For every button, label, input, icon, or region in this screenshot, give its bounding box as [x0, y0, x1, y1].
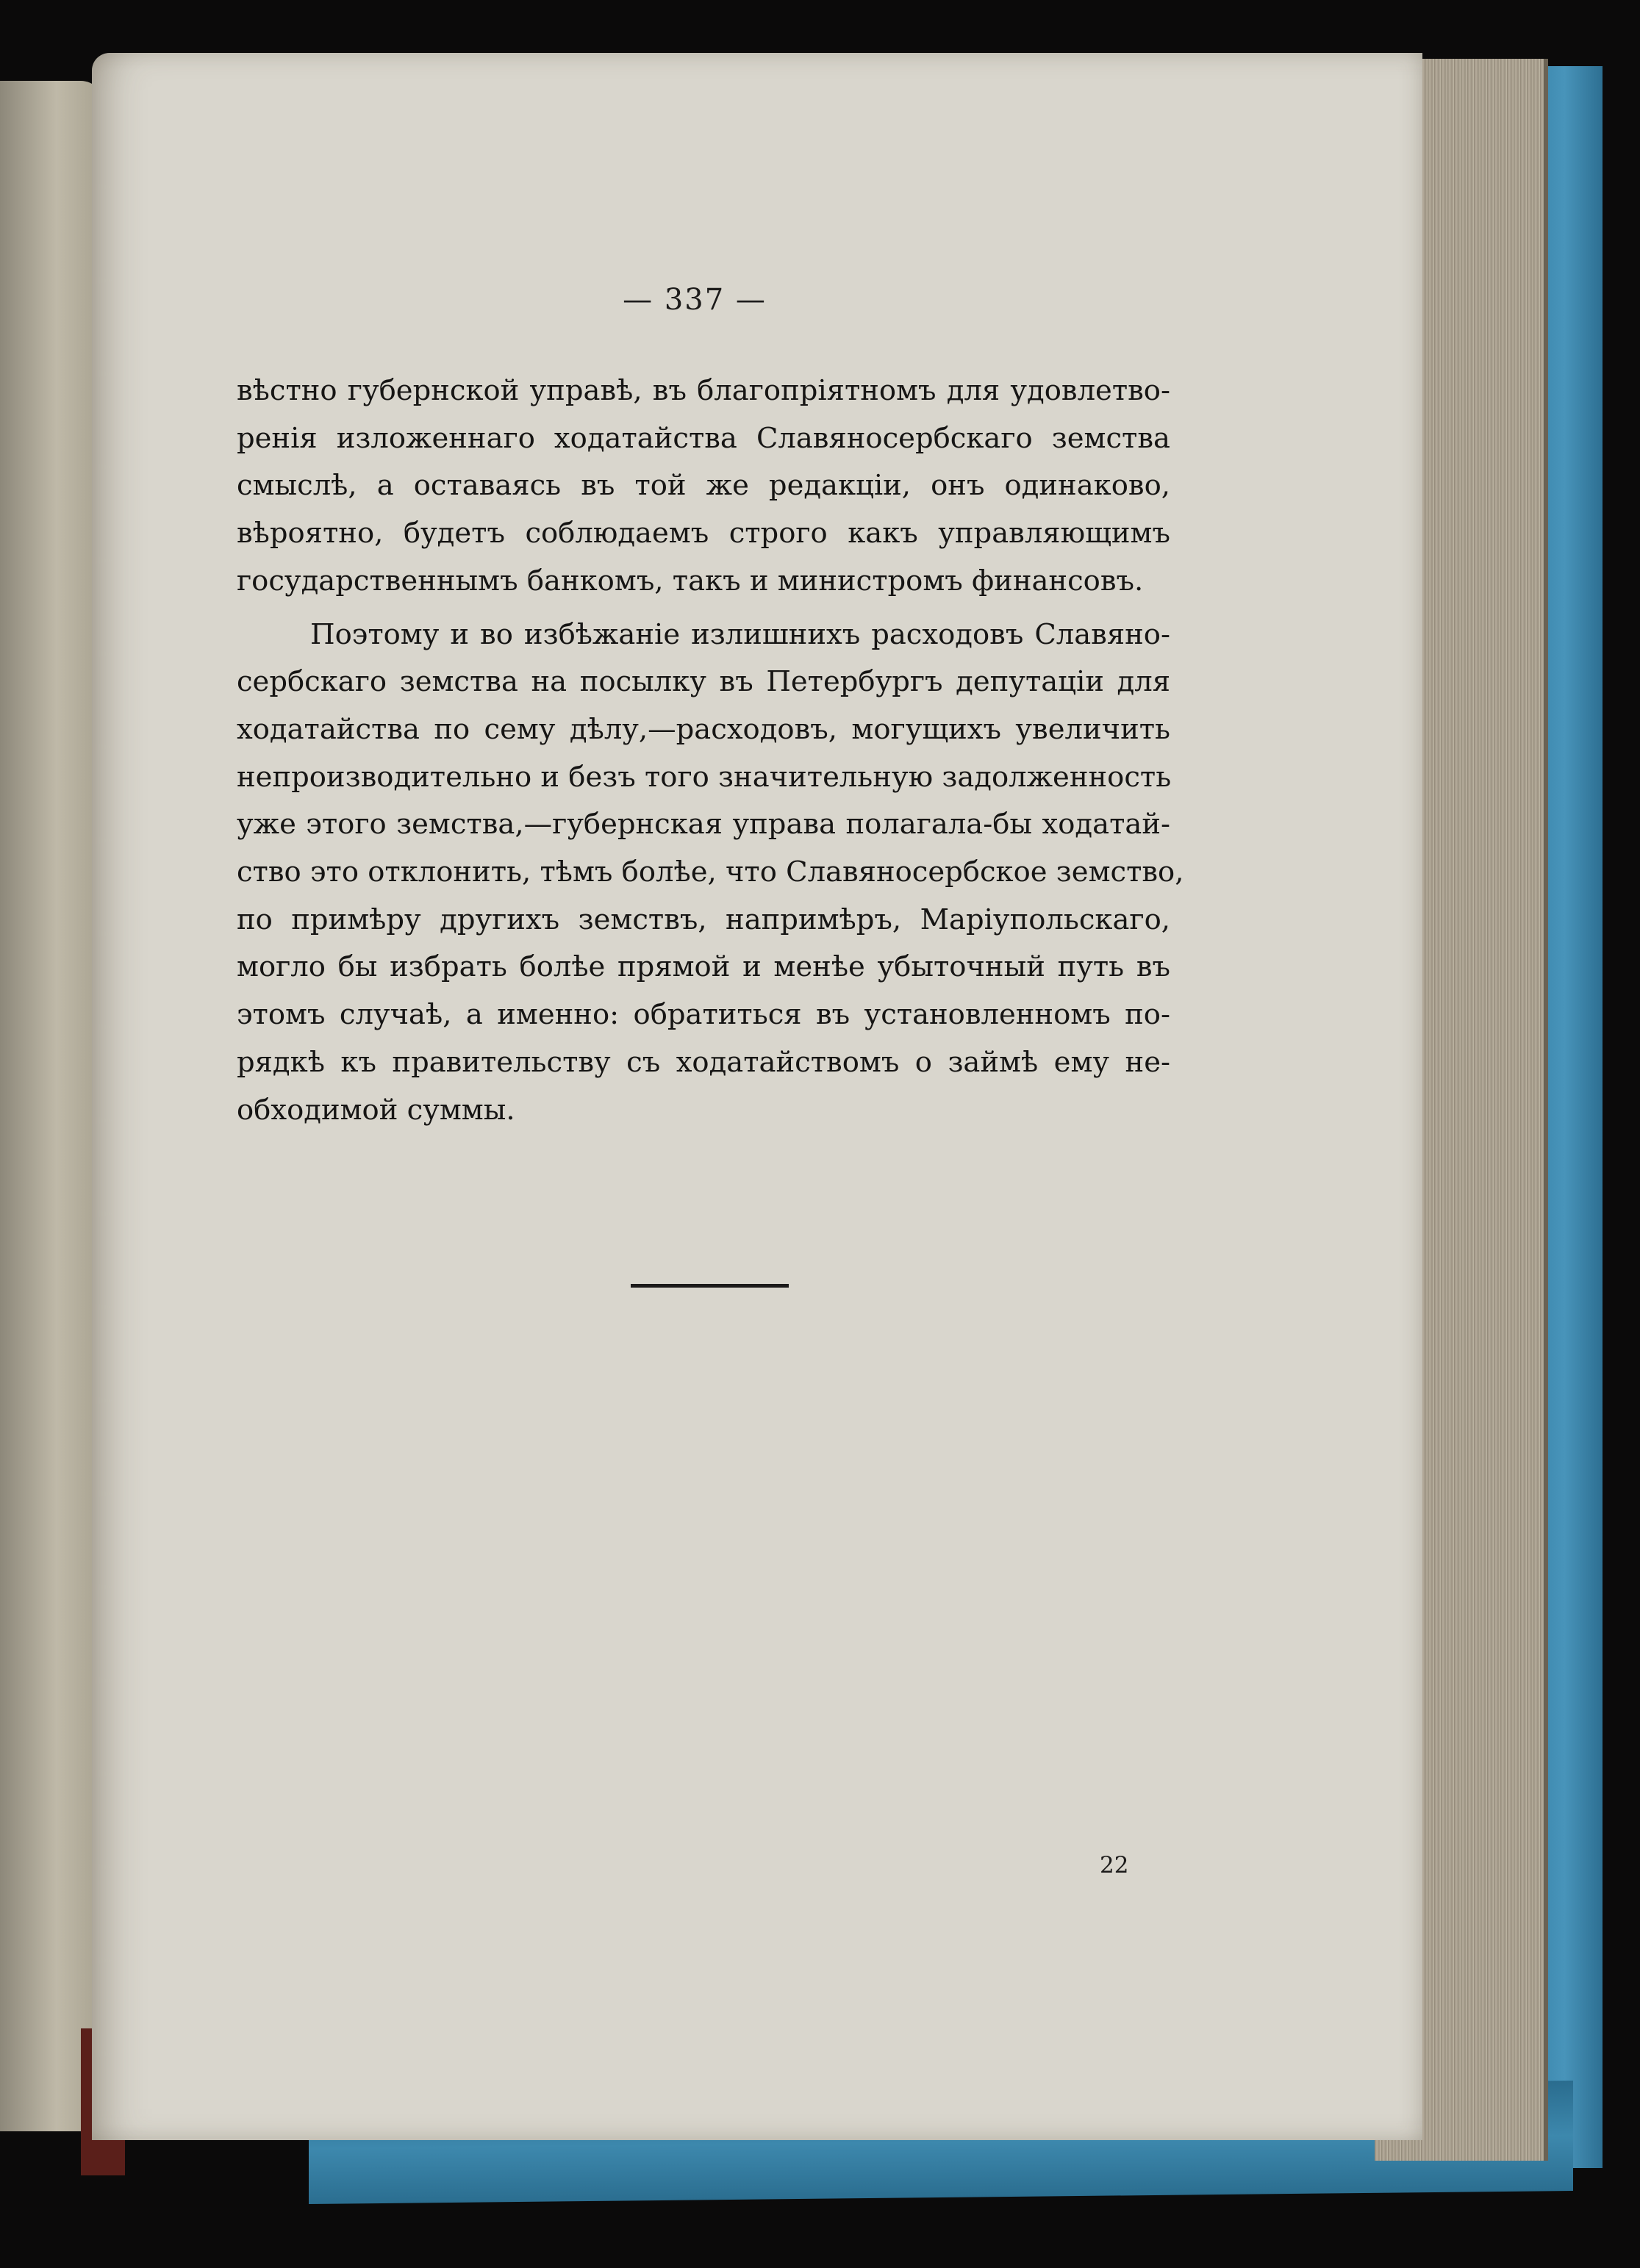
text-line: непроизводительно и безъ того значительную задолженность — [237, 760, 1172, 794]
text-line: этомъ случаѣ, а именно: обратиться въ установленномъ по- — [237, 998, 1170, 1032]
text-line: обходимой суммы. — [237, 1093, 515, 1127]
text-line: по примѣру другихъ земствъ, напримѣръ, Маріупольскаго, — [237, 902, 1170, 936]
text-line: Поэтому и во избѣжаніе излишнихъ расходовъ Славяно- — [310, 617, 1170, 651]
page-number: — 337 — — [623, 283, 767, 317]
left-page-edge — [0, 81, 103, 2131]
text-line: вѣроятно, будетъ соблюдаемъ строго какъ управляющимъ — [237, 517, 1170, 550]
section-divider — [631, 1284, 789, 1288]
text-line: могло бы избрать болѣе прямой и менѣе убыточный путь въ — [237, 950, 1170, 984]
text-line: смыслѣ, а оставаясь въ той же редакціи, онъ одинаково, — [237, 469, 1170, 503]
text-line: вѣстно губернской управѣ, въ благопріятномъ для удовлетво- — [237, 374, 1170, 407]
text-line: рядкѣ къ правительству съ ходатайствомъ о займѣ ему не- — [237, 1045, 1170, 1079]
paragraph-2 — [237, 611, 1184, 1135]
paragraph-1 — [237, 367, 1170, 606]
text-line: государственнымъ банкомъ, такъ и министромъ финансовъ. — [237, 564, 1144, 597]
text-line: ходатайства по сему дѣлу,—расходовъ, могущихъ увеличить — [237, 712, 1170, 746]
text-line: ство это отклонить, тѣмъ болѣе, что Славяносербское земство, — [237, 855, 1184, 889]
body-text — [237, 367, 1184, 1134]
text-line: уже этого земства,—губернская управа полагала-бы ходатай- — [237, 808, 1170, 841]
text-line: ренія изложеннаго ходатайства Славяносербскаго земства — [237, 421, 1170, 455]
text-line: сербскаго земства на посылку въ Петербургъ депутаціи для — [237, 665, 1170, 699]
signature-mark: 22 — [1100, 1852, 1129, 1878]
